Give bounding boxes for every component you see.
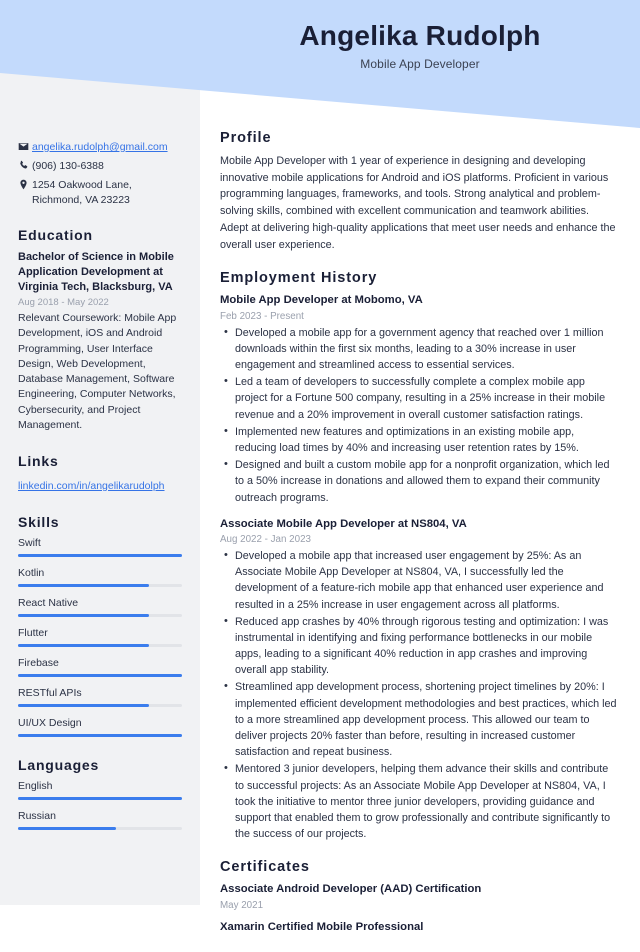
job-entry (220, 293, 618, 505)
languages-list (18, 780, 182, 830)
skill-item (18, 657, 182, 677)
job-bullet: • Implemented new features and optimizations in an existing mobile app, reducing load times by 40% and increasing user retention rates by 15%. (220, 424, 618, 456)
candidate-name: Angelika Rudolph (299, 20, 541, 51)
profile-heading: Profile (220, 130, 272, 146)
skill-item-label: Swift (18, 536, 41, 549)
education-date: Aug 2018 - May 2022 (18, 297, 109, 309)
phone-icon (18, 159, 32, 171)
skill-item-label: RESTful APIs (18, 686, 82, 699)
skill-item-label: UI/UX Design (18, 716, 82, 729)
certificates-section (220, 859, 618, 935)
contact-phone-text: (906) 130-6388 (32, 160, 104, 173)
sidebar (0, 132, 200, 850)
education-heading: Education (18, 226, 93, 243)
contact-list (18, 140, 182, 207)
skill-item-label: React Native (18, 596, 79, 609)
certificates-heading: Certificates (220, 859, 310, 876)
skill-item-label: Flutter (18, 626, 48, 639)
contact-row-address (18, 178, 182, 206)
skill-item-bar-track (18, 614, 182, 617)
job-bullet: • Streamlined app development process, shortening project timelines by 20%: I implemented efficient development methodologies and best practices, which led to a more streamlined app development process. This allowed our team to deliver projects 20% faster than before, resulting in increased customer satisfaction and repeat business. (220, 679, 618, 760)
header-text-group (200, 0, 640, 71)
job-entry (220, 517, 618, 843)
job-bullet: • Led a team of developers to successfully complete a complex mobile app project for a Fortune 500 company, resulting in a 25% increase in their mobile revenue and a 20% improvement in overall customer satisfaction ratings. (220, 374, 618, 423)
job-title: Mobile App Developer at Mobomo, VA (220, 294, 423, 307)
language-item-bar-track (18, 827, 182, 830)
employment-section (220, 270, 618, 842)
skill-item-label: Kotlin (18, 566, 45, 579)
certificate-date: May 2021 (220, 899, 264, 911)
certificate-name: Associate Android Developer (AAD) Certification (220, 883, 482, 896)
languages-section (18, 757, 182, 830)
education-section (18, 227, 182, 433)
certificate-entry (220, 882, 618, 910)
link-item[interactable]: linkedin.com/in/angelikarudolph (18, 479, 165, 492)
profile-section (220, 130, 618, 253)
job-bullet: • Reduced app crashes by 40% through rigorous testing and optimization: I was instrumental in identifying and fixing performance bottlenecks in our mobile apps, leading to a significant 40% reduction in app crashes and improving overall app stability. (220, 614, 618, 679)
job-bullet: • Designed and built a custom mobile app for a nonprofit organization, which led to a 50% increase in donations and allowed them to expand their community outreach programs. (220, 457, 618, 506)
certificate-name: Xamarin Certified Mobile Professional (220, 920, 424, 933)
language-item (18, 810, 182, 830)
skill-item-bar-fill (18, 644, 149, 647)
skill-item (18, 687, 182, 707)
candidate-job-title: Mobile App Developer (360, 57, 480, 72)
skill-item-bar-fill (18, 734, 182, 737)
skill-item-bar-track (18, 554, 182, 557)
certificates-list (220, 882, 618, 935)
job-date: Aug 2022 - Jan 2023 (220, 533, 311, 545)
language-item-label: English (18, 779, 53, 792)
job-bullet: • Developed a mobile app that increased user engagement by 25%: As an Associate Mobile App Developer at NS804, VA, I successfully led the development of a feature-rich mobile app that enhanced user experience and resulted in a 25% increase in user engagement across all platforms. (220, 548, 618, 613)
skill-item (18, 627, 182, 647)
skill-item-bar-track (18, 674, 182, 677)
employment-heading: Employment History (220, 270, 378, 287)
language-item-bar-track (18, 797, 182, 800)
contact-row-phone (18, 159, 182, 173)
profile-text: Mobile App Developer with 1 year of experience in designing and developing innovative mobile applications for Android and iOS platforms. Proficient in various programming languages, frameworks, and tools. Strong analytical and problem-solving skills, combined with excellent communication and teamwork abilities. Adept at delivering high-quality applications that meet user needs and enhance the overall user experience. (220, 155, 616, 251)
skill-item-bar-fill (18, 584, 149, 587)
skill-item-label: Firebase (18, 656, 59, 669)
skill-item-bar-track (18, 734, 182, 737)
contact-row-email (18, 140, 182, 154)
skill-item (18, 537, 182, 557)
job-bullet: • Mentored 3 junior developers, helping them advance their skills and contribute to successful projects: As an Associate Mobile App Developer at NS804, VA, I took the initiative to mentor three junior developers, providing guidance and support that enabled them to grow professionally and contribute significantly to the success of our projects. (220, 761, 618, 842)
jobs-list (220, 293, 618, 842)
contact-email-text (32, 140, 182, 154)
skill-item-bar-track (18, 584, 182, 587)
education-description: Relevant Coursework: Mobile App Development, iOS and Android Programming, User Interface Design, Web Development, Database Management, Software Engineering, Computer Networks, Cybersecurity, and Project Management. (18, 312, 177, 431)
location-pin-icon (18, 178, 32, 190)
skill-item-bar-track (18, 644, 182, 647)
language-item-label: Russian (18, 809, 56, 822)
skills-section (18, 514, 182, 737)
skill-item-bar-fill (18, 704, 149, 707)
main-column (200, 130, 640, 952)
certificate-entry (220, 920, 618, 935)
job-title: Associate Mobile App Developer at NS804, VA (220, 517, 467, 530)
job-bullets (220, 548, 618, 842)
job-bullets (220, 325, 618, 506)
contact-address-text: 1254 Oakwood Lane, Richmond, VA 23223 (32, 179, 132, 206)
skill-item-bar-fill (18, 554, 182, 557)
language-item (18, 780, 182, 800)
skill-item (18, 717, 182, 737)
skills-list (18, 537, 182, 737)
skill-item-bar-fill (18, 614, 149, 617)
job-date: Feb 2023 - Present (220, 310, 304, 322)
skill-item-bar-track (18, 704, 182, 707)
job-bullet: • Developed a mobile app for a government agency that reached over 1 million downloads within the first six months, leading to a 30% increase in user engagement and streamlined access to essential services. (220, 325, 618, 374)
skill-item (18, 567, 182, 587)
skills-heading: Skills (18, 513, 60, 530)
skill-item (18, 597, 182, 617)
email-link[interactable]: angelika.rudolph@gmail.com (32, 141, 168, 153)
skill-item-bar-fill (18, 674, 182, 677)
language-item-bar-fill (18, 797, 182, 800)
links-section (18, 453, 182, 494)
education-degree: Bachelor of Science in Mobile Application Development at Virginia Tech, Blacksburg, VA (18, 250, 174, 294)
languages-heading: Languages (18, 756, 100, 773)
language-item-bar-fill (18, 827, 116, 830)
email-icon (18, 140, 32, 152)
links-heading: Links (18, 452, 59, 469)
